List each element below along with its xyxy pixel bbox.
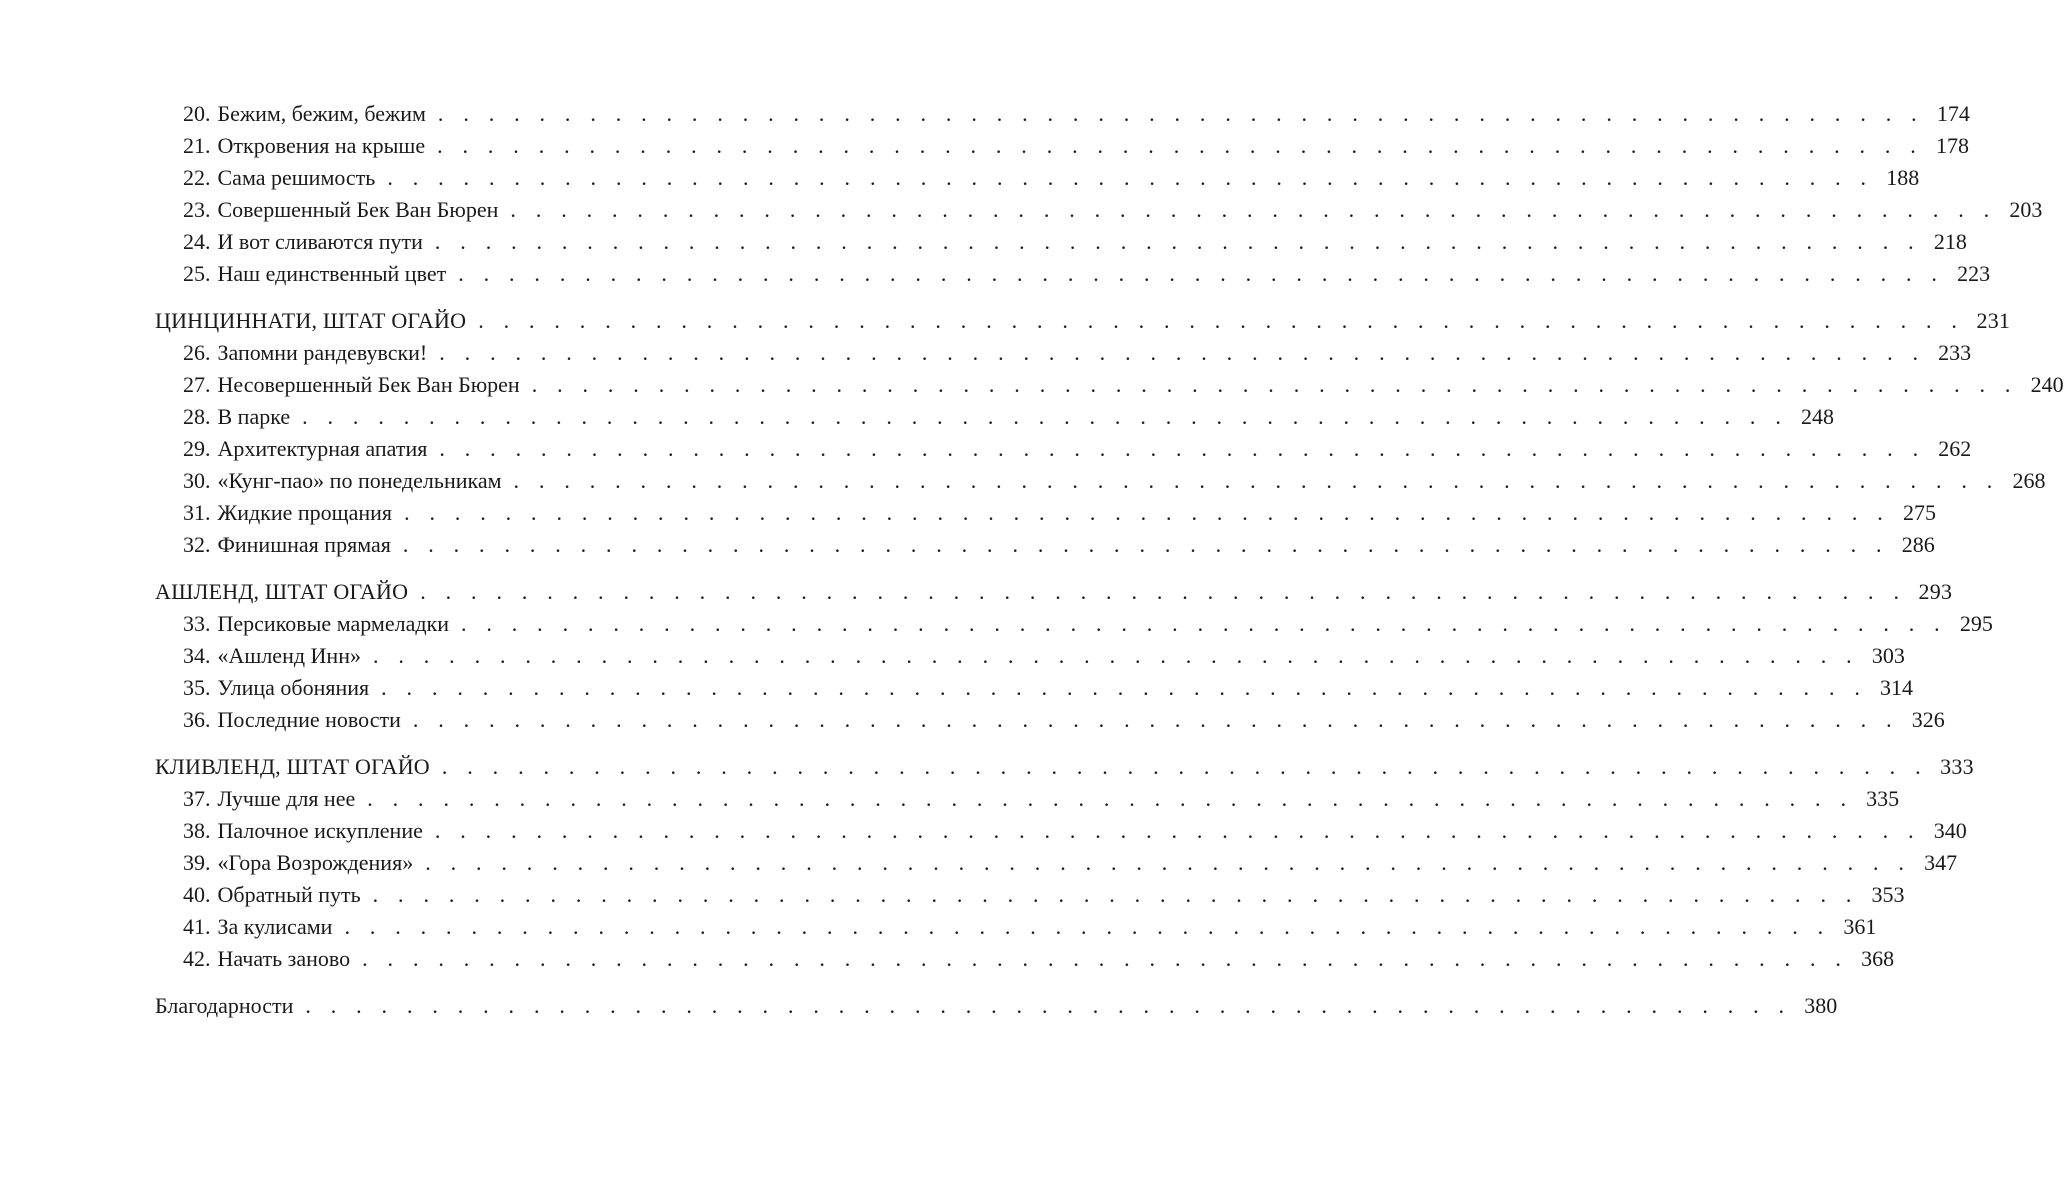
page-number: 380 (1804, 993, 1838, 1018)
page-number: 295 (1959, 611, 1993, 636)
page-number: 361 (1843, 914, 1877, 939)
section-title: АШЛЕНД, ШТАТ ОГАЙО (155, 579, 409, 604)
page-number: 368 (1861, 946, 1895, 971)
page-number: 223 (1957, 261, 1991, 286)
chapter-title: Обратный путь (217, 882, 361, 907)
toc-chapter-entry[interactable] (155, 672, 1914, 704)
page-number: 203 (2009, 197, 2043, 222)
chapter-title: За кулисами (217, 914, 333, 939)
chapter-number: 27. (183, 372, 211, 397)
table-of-contents (155, 98, 2064, 1022)
chapter-title: В парке (217, 404, 291, 429)
dot-leader: . . . . . . . . . . . . . . . . . . . . . . . . . . . . . . . . . . . . . . . . . . . . . . . . . . . . . . . . . . . (362, 946, 1849, 971)
chapter-number: 24. (183, 229, 211, 254)
chapter-title: «Ашленд Инн» (217, 643, 361, 668)
dot-leader: . . . . . . . . . . . . . . . . . . . . . . . . . . . . . . . . . . . . . . . . . . . . . . . . . . . . . . . . . . . (425, 850, 1912, 875)
chapter-title: Лучше для нее (217, 786, 356, 811)
chapter-title: Финишная прямая (217, 532, 391, 557)
section-title: Благодарности (155, 993, 294, 1018)
page-number: 268 (2012, 468, 2046, 493)
chapter-title: Несовершенный Бек Ван Бюрен (217, 372, 520, 397)
toc-chapter-entry[interactable] (155, 162, 1920, 194)
toc-chapter-entry[interactable] (155, 640, 1905, 672)
dot-leader: . . . . . . . . . . . . . . . . . . . . . . . . . . . . . . . . . . . . . . . . . . . . . . . . . . . . . . . . . . . (367, 786, 1854, 811)
chapter-number: 32. (183, 532, 211, 557)
page-number: 240 (2030, 372, 2064, 397)
page-number: 353 (1871, 882, 1905, 907)
dot-leader: . . . . . . . . . . . . . . . . . . . . . . . . . . . . . . . . . . . . . . . . . . . . . . . . . . . . . . . . . . . (372, 643, 1859, 668)
page-number: 262 (1938, 436, 1972, 461)
toc-chapter-entry[interactable] (155, 130, 1969, 162)
toc-chapter-entry[interactable] (155, 815, 1967, 847)
chapter-number: 40. (183, 882, 211, 907)
toc-chapter-entry[interactable] (155, 465, 2046, 497)
chapter-title: Бежим, бежим, бежим (217, 101, 426, 126)
chapter-number: 25. (183, 261, 211, 286)
dot-leader: . . . . . . . . . . . . . . . . . . . . . . . . . . . . . . . . . . . . . . . . . . . . . . . . . . . . . . . . . . . (434, 818, 1921, 843)
chapter-number: 35. (183, 675, 211, 700)
page-number: 340 (1933, 818, 1967, 843)
toc-chapter-entry[interactable] (155, 194, 2043, 226)
chapter-title: Жидкие прощания (217, 500, 393, 525)
chapter-number: 39. (183, 850, 211, 875)
page-number: 248 (1801, 404, 1835, 429)
toc-chapter-entry[interactable] (155, 879, 1905, 911)
page-number: 174 (1936, 101, 1970, 126)
toc-chapter-entry[interactable] (155, 608, 1993, 640)
toc-chapter-entry[interactable] (155, 911, 1877, 943)
chapter-number: 37. (183, 786, 211, 811)
page-number: 275 (1902, 500, 1936, 525)
chapter-number: 23. (183, 197, 211, 222)
dot-leader: . . . . . . . . . . . . . . . . . . . . . . . . . . . . . . . . . . . . . . . . . . . . . . . . . . . . . . . . . . . (420, 579, 1907, 604)
page-number: 326 (1911, 707, 1945, 732)
page-number: 347 (1924, 850, 1958, 875)
chapter-title: Откровения на крыше (217, 133, 426, 158)
dot-leader: . . . . . . . . . . . . . . . . . . . . . . . . . . . . . . . . . . . . . . . . . . . . . . . . . . . . . . . . . . . (381, 675, 1868, 700)
chapter-number: 20. (183, 101, 211, 126)
page-number: 286 (1901, 532, 1935, 557)
chapter-number: 26. (183, 340, 211, 365)
toc-chapter-entry[interactable] (155, 529, 1935, 561)
chapter-number: 31. (183, 500, 211, 525)
page-number: 231 (1976, 308, 2011, 333)
dot-leader: . . . . . . . . . . . . . . . . . . . . . . . . . . . . . . . . . . . . . . . . . . . . . . . . . . . . . . . . . . . (402, 532, 1889, 557)
page-number: 188 (1886, 165, 1920, 190)
toc-section-heading[interactable] (155, 751, 1974, 783)
chapter-number: 38. (183, 818, 211, 843)
toc-chapter-entry[interactable] (155, 704, 1945, 736)
chapter-title: И вот сливаются пути (217, 229, 423, 254)
toc-chapter-entry[interactable] (155, 226, 1967, 258)
dot-leader: . . . . . . . . . . . . . . . . . . . . . . . . . . . . . . . . . . . . . . . . . . . . . . . . . . . . . . . . . . . (531, 372, 2018, 397)
toc-chapter-entry[interactable] (155, 847, 1958, 879)
toc-acknowledgements-entry[interactable] (155, 990, 1838, 1022)
toc-chapter-entry[interactable] (155, 497, 1936, 529)
chapter-number: 34. (183, 643, 211, 668)
chapter-title: «Гора Возрождения» (217, 850, 414, 875)
chapter-title: Запомни рандевувски! (217, 340, 428, 365)
dot-leader: . . . . . . . . . . . . . . . . . . . . . . . . . . . . . . . . . . . . . . . . . . . . . . . . . . . . . . . . . . . (513, 468, 2000, 493)
page-number: 178 (1936, 133, 1969, 158)
page-number: 293 (1918, 579, 1953, 604)
dot-leader: . . . . . . . . . . . . . . . . . . . . . . . . . . . . . . . . . . . . . . . . . . . . . . . . . . . . . . . . . . . (412, 707, 1899, 732)
dot-leader: . . . . . . . . . . . . . . . . . . . . . . . . . . . . . . . . . . . . . . . . . . . . . . . . . . . . . . . . . . . (344, 914, 1831, 939)
page-number: 335 (1866, 786, 1900, 811)
dot-leader: . . . . . . . . . . . . . . . . . . . . . . . . . . . . . . . . . . . . . . . . . . . . . . . . . . . . . . . . . . . (458, 261, 1945, 286)
dot-leader: . . . . . . . . . . . . . . . . . . . . . . . . . . . . . . . . . . . . . . . . . . . . . . . . . . . . . . . . . . . (404, 500, 1890, 525)
chapter-number: 22. (183, 165, 211, 190)
chapter-number: 29. (183, 436, 211, 461)
dot-leader: . . . . . . . . . . . . . . . . . . . . . . . . . . . . . . . . . . . . . . . . . . . . . . . . . . . . . . . . . . . (460, 611, 1947, 636)
toc-chapter-entry[interactable] (155, 258, 1991, 290)
toc-section-heading[interactable] (155, 576, 1953, 608)
section-title: ЦИНЦИННАТИ, ШТАТ ОГАЙО (155, 308, 467, 333)
chapter-title: Начать заново (217, 946, 351, 971)
chapter-number: 33. (183, 611, 211, 636)
chapter-title: Палочное искупление (217, 818, 423, 843)
chapter-title: Сама решимость (217, 165, 376, 190)
chapter-title: Совершенный Бек Ван Бюрен (217, 197, 499, 222)
chapter-title: Архитектурная апатия (217, 436, 428, 461)
chapter-title: Наш единственный цвет (217, 261, 447, 286)
chapter-number: 36. (183, 707, 211, 732)
dot-leader: . . . . . . . . . . . . . . . . . . . . . . . . . . . . . . . . . . . . . . . . . . . . . . . . . . . . . . . . . . . (439, 436, 1926, 461)
toc-section-heading[interactable] (155, 305, 2011, 337)
toc-chapter-entry[interactable] (155, 401, 1835, 433)
toc-chapter-entry[interactable] (155, 943, 1895, 975)
dot-leader: . . . . . . . . . . . . . . . . . . . . . . . . . . . . . . . . . . . . . . . . . . . . . . . . . . . . . . . . . . . (372, 882, 1859, 907)
dot-leader: . . . . . . . . . . . . . . . . . . . . . . . . . . . . . . . . . . . . . . . . . . . . . . . . . . . . . . . . . . . (437, 133, 1923, 158)
chapter-number: 21. (183, 133, 211, 158)
dot-leader: . . . . . . . . . . . . . . . . . . . . . . . . . . . . . . . . . . . . . . . . . . . . . . . . . . . . . . . . . . . (437, 101, 1924, 126)
toc-chapter-entry[interactable] (155, 369, 2064, 401)
dot-leader: . . . . . . . . . . . . . . . . . . . . . . . . . . . . . . . . . . . . . . . . . . . . . . . . . . . . . . . . . . . (439, 340, 1926, 365)
chapter-number: 42. (183, 946, 211, 971)
toc-chapter-entry[interactable] (155, 433, 1972, 465)
toc-chapter-entry[interactable] (155, 337, 1972, 369)
chapter-number: 28. (183, 404, 211, 429)
chapter-title: «Кунг-пао» по понедельникам (217, 468, 502, 493)
dot-leader: . . . . . . . . . . . . . . . . . . . . . . . . . . . . . . . . . . . . . . . . . . . . . . . . . . . . . . . . . . . (510, 197, 1997, 222)
section-title: КЛИВЛЕНД, ШТАТ ОГАЙО (155, 754, 430, 779)
chapter-number: 41. (183, 914, 211, 939)
toc-chapter-entry[interactable] (155, 98, 1970, 130)
chapter-title: Улица обоняния (217, 675, 370, 700)
page-number: 233 (1938, 340, 1972, 365)
toc-chapter-entry[interactable] (155, 783, 1900, 815)
dot-leader: . . . . . . . . . . . . . . . . . . . . . . . . . . . . . . . . . . . . . . . . . . . . . . . . . . . . . . . . . . . (478, 308, 1965, 333)
dot-leader: . . . . . . . . . . . . . . . . . . . . . . . . . . . . . . . . . . . . . . . . . . . . . . . . . . . . . . . . . . . (441, 754, 1928, 779)
page-number: 333 (1940, 754, 1974, 779)
dot-leader: . . . . . . . . . . . . . . . . . . . . . . . . . . . . . . . . . . . . . . . . . . . . . . . . . . . . . . . . . . . (387, 165, 1874, 190)
chapter-number: 30. (183, 468, 211, 493)
page-number: 218 (1933, 229, 1967, 254)
dot-leader: . . . . . . . . . . . . . . . . . . . . . . . . . . . . . . . . . . . . . . . . . . . . . . . . . . . . . . . . . . . (434, 229, 1921, 254)
chapter-title: Персиковые мармеладки (217, 611, 449, 636)
dot-leader: . . . . . . . . . . . . . . . . . . . . . . . . . . . . . . . . . . . . . . . . . . . . . . . . . . . . . . . . . . . (305, 993, 1792, 1018)
page-number: 303 (1871, 643, 1905, 668)
dot-leader: . . . . . . . . . . . . . . . . . . . . . . . . . . . . . . . . . . . . . . . . . . . . . . . . . . . . . . . . . . . (302, 404, 1789, 429)
page-number: 314 (1880, 675, 1914, 700)
chapter-title: Последние новости (217, 707, 401, 732)
